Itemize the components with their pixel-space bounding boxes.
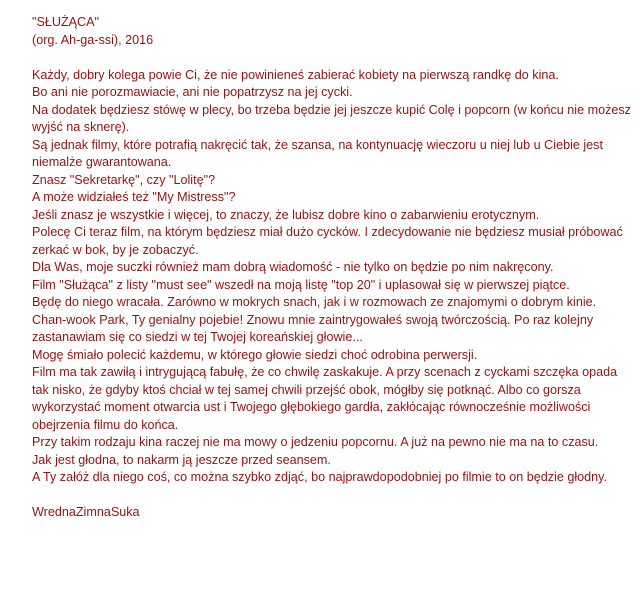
blank-line [32,49,632,67]
paragraph: Dla Was, moje suczki również mam dobrą wiadomość - nie tylko on będzie po nim nakręcony. [32,260,554,274]
paragraph: Są jednak filmy, które potrafią nakręcić tak, że szansa, na kontynuację wieczoru u niej lub u Ciebie jest niemalże gwarantowana. [32,137,603,169]
document-body [32,14,632,522]
paragraph: Bo ani nie porozmawiacie, ani nie popatrzysz na jej cycki. [32,85,353,99]
paragraph: Film ma tak zawiłą i intrygującą fabułę, że co chwilę zaskakuje. A przy scenach z cyckami szczęka opada tak nisko, że gdyby ktoś chciał w tej samej chwili przejść obok, mógłby się potknąć. Albo co gorsza wykorzystać moment otwarcia ust i Twojego głębokiego gardła, zakłócając równocześnie możliwości obejrzenia filmu do końca. [32,365,618,432]
paragraph: A Ty załóż dla niego coś, co można szybko zdjąć, bo najprawdopodobniej po filmie to on będzie głodny. [32,470,608,484]
document-title: "SŁUŻĄCA" [32,15,100,29]
paragraph: Będę do niego wracała. Zarówno w mokrych snach, jak i w rozmowach ze znajomymi o dobrym kinie. [32,295,597,309]
paragraph: Jak jest głodna, to nakarm ją jeszcze przed seansem. [32,452,331,467]
paragraph: Film "Służąca" z listy "must see" wszedł na moją listę "top 20" i uplasował się w pierwszej piątce. [32,277,570,292]
document-subtitle: (org. Ah-ga-ssi), 2016 [32,32,154,47]
paragraph: Polecę Ci teraz film, na którym będziesz miał dużo cycków. I zdecydowanie nie będziesz musiał próbować zerkać w bok, by je zobaczyć. [32,225,623,257]
paragraph: Znasz "Sekretarkę", czy "Lolitę"? [32,172,216,187]
paragraph: Każdy, dobry kolega powie Ci, że nie powinieneś zabierać kobiety na pierwszą randkę do kina. [32,67,559,82]
paragraph: Mogę śmiało polecić każdemu, w którego głowie siedzi choć odrobina perwersji. [32,347,478,362]
paragraph: Jeśli znasz je wszystkie i więcej, to znaczy, że lubisz dobre kino o zabarwieniu erotycznym. [32,207,540,222]
paragraph: A może widziałeś też "My Mistress"? [32,190,236,204]
paragraph: Chan-wook Park, Ty genialny pojebie! Znowu mnie zaintrygowałeś swoją twórczością. Po raz kolejny zastanawiam się co siedzi w tej Twojej koreańskiej głowie... [32,312,594,344]
paragraph: Przy takim rodzaju kina raczej nie ma mowy o jedzeniu popcornu. A już na pewno nie ma na to czasu. [32,435,599,449]
paragraph: Na dodatek będziesz stówę w plecy, bo trzeba będzie jej jeszcze kupić Colę i popcorn (w końcu nie możesz wyjść na sknerę). [32,102,631,134]
author-signature: WrednaZimnaSuka [32,505,140,519]
